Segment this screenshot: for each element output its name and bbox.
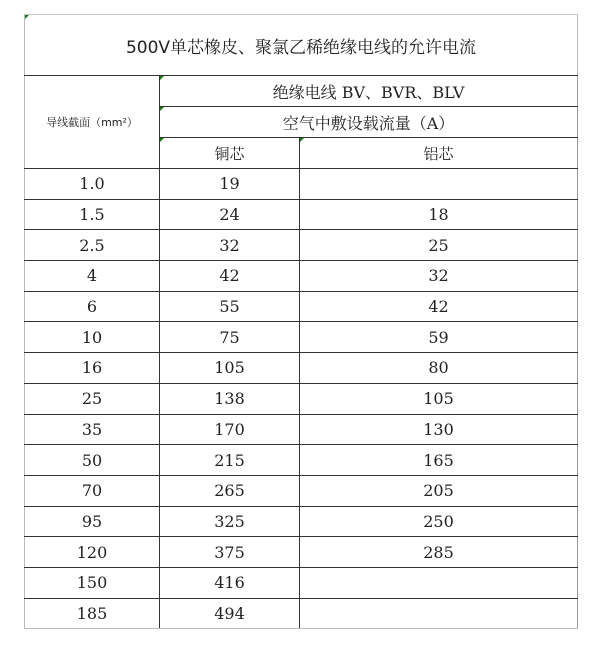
table-row (25, 261, 578, 292)
cell-aluminum[interactable] (300, 567, 578, 598)
cell-aluminum[interactable]: 18 (300, 199, 578, 230)
cell-copper[interactable]: 105 (160, 353, 300, 384)
cell-copper[interactable]: 138 (160, 383, 300, 414)
cell-copper[interactable]: 19 (160, 169, 300, 200)
table-row (25, 567, 578, 598)
cell-section[interactable]: 4 (25, 261, 160, 292)
cell-copper[interactable]: 32 (160, 230, 300, 261)
table-row (25, 353, 578, 384)
cell-aluminum[interactable]: 59 (300, 322, 578, 353)
cell-copper[interactable]: 375 (160, 537, 300, 568)
cell-aluminum[interactable]: 80 (300, 353, 578, 384)
cell-aluminum[interactable]: 32 (300, 261, 578, 292)
cell-section[interactable]: 185 (25, 598, 160, 629)
table-row (25, 506, 578, 537)
table-row (25, 537, 578, 568)
cell-copper[interactable]: 55 (160, 291, 300, 322)
cell-section[interactable]: 95 (25, 506, 160, 537)
header-condition[interactable]: 空气中敷设载流量（A） (160, 107, 578, 138)
cell-section[interactable]: 120 (25, 537, 160, 568)
header-copper[interactable]: 铜芯 (160, 138, 300, 169)
cell-aluminum[interactable]: 205 (300, 475, 578, 506)
cell-section[interactable]: 16 (25, 353, 160, 384)
cell-aluminum[interactable]: 165 (300, 445, 578, 476)
table-row (25, 598, 578, 629)
cell-section[interactable]: 35 (25, 414, 160, 445)
cell-copper[interactable]: 42 (160, 261, 300, 292)
cell-copper[interactable]: 494 (160, 598, 300, 629)
cell-section[interactable]: 6 (25, 291, 160, 322)
header-aluminum[interactable]: 铝芯 (300, 138, 578, 169)
table-row (25, 169, 578, 200)
table-row (25, 322, 578, 353)
header-section[interactable]: 导线截面（mm²） (25, 76, 160, 169)
header-wire-types[interactable]: 绝缘电线 BV、BVR、BLV (160, 76, 578, 107)
table-row (25, 291, 578, 322)
cell-section[interactable]: 1.5 (25, 199, 160, 230)
cell-aluminum[interactable] (300, 598, 578, 629)
cell-copper[interactable]: 416 (160, 567, 300, 598)
cell-aluminum[interactable]: 130 (300, 414, 578, 445)
current-table (24, 14, 578, 629)
cell-copper[interactable]: 24 (160, 199, 300, 230)
cell-section[interactable]: 70 (25, 475, 160, 506)
cell-section[interactable]: 1.0 (25, 169, 160, 200)
cell-copper[interactable]: 170 (160, 414, 300, 445)
cell-aluminum[interactable]: 42 (300, 291, 578, 322)
cell-section[interactable]: 50 (25, 445, 160, 476)
cell-section[interactable]: 2.5 (25, 230, 160, 261)
table-row (25, 475, 578, 506)
cell-section[interactable]: 25 (25, 383, 160, 414)
cell-copper[interactable]: 215 (160, 445, 300, 476)
cell-section[interactable]: 150 (25, 567, 160, 598)
table-row (25, 230, 578, 261)
cell-section[interactable]: 10 (25, 322, 160, 353)
table-row (25, 414, 578, 445)
table-title[interactable]: 500V单芯橡皮、聚氯乙稀绝缘电线的允许电流 (25, 15, 578, 76)
cell-aluminum[interactable] (300, 169, 578, 200)
table-row (25, 445, 578, 476)
cell-copper[interactable]: 265 (160, 475, 300, 506)
table-row (25, 383, 578, 414)
cell-aluminum[interactable]: 105 (300, 383, 578, 414)
cell-aluminum[interactable]: 25 (300, 230, 578, 261)
cell-aluminum[interactable]: 285 (300, 537, 578, 568)
table-row (25, 199, 578, 230)
cell-copper[interactable]: 75 (160, 322, 300, 353)
cell-aluminum[interactable]: 250 (300, 506, 578, 537)
cell-copper[interactable]: 325 (160, 506, 300, 537)
